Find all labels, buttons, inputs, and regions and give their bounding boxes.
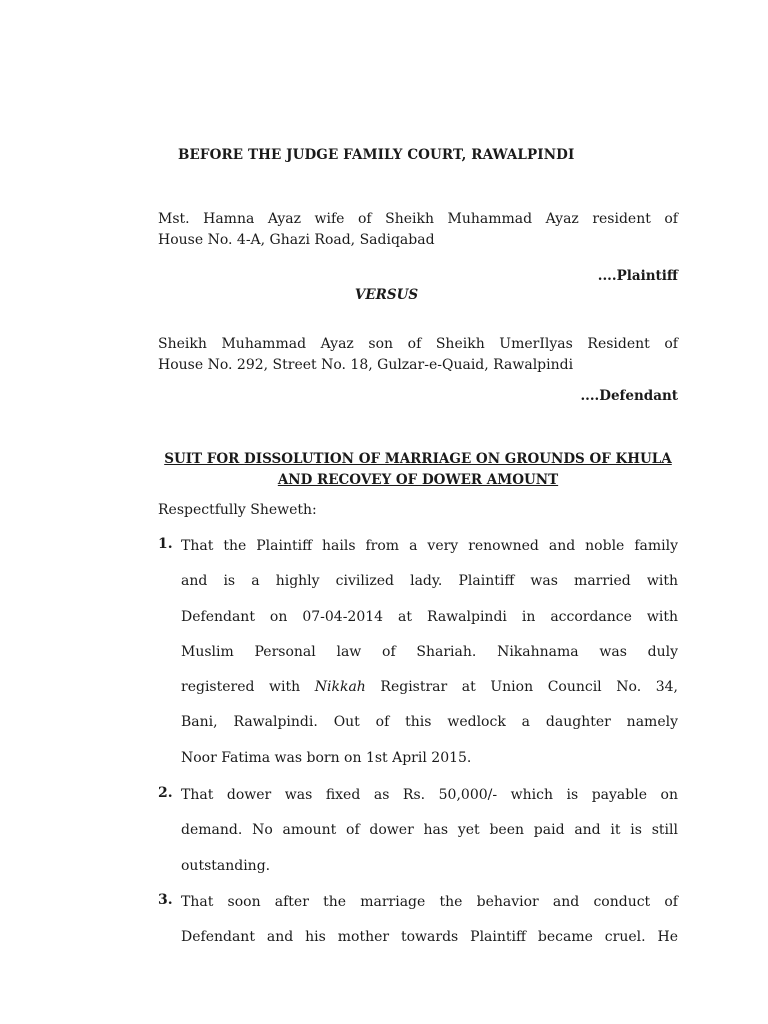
paragraph-number: 3. xyxy=(158,892,173,908)
paragraph-line: Muslim Personal law of Shariah. Nikahnama was duly xyxy=(181,643,678,660)
defendant-line-2: House No. 292, Street No. 18, Gulzar-e-Quaid, Rawalpindi xyxy=(158,357,574,373)
plaintiff-details xyxy=(158,209,678,251)
plaintiff-line-1: Mst. Hamna Ayaz wife of Sheikh Muhammad Ayaz resident of xyxy=(158,211,678,227)
court-title: BEFORE THE JUDGE FAMILY COURT, RAWALPINDI xyxy=(178,147,575,163)
defendant-role: ....Defendant xyxy=(580,388,678,404)
paragraph-line: Defendant and his mother towards Plaintiff became cruel. He xyxy=(181,929,678,946)
suit-title xyxy=(158,449,678,491)
nikkah-term: Nikkah xyxy=(314,679,366,696)
paragraph-body xyxy=(181,892,678,963)
paragraph-line: Defendant on 07-04-2014 at Rawalpindi in accordance with xyxy=(181,608,678,625)
paragraph-line: That soon after the marriage the behavior and conduct of xyxy=(181,894,678,910)
plaintiff-line-2: House No. 4-A, Ghazi Road, Sadiqabad xyxy=(158,232,435,248)
paragraph-line: Bani, Rawalpindi. Out of this wedlock a daughter namely xyxy=(181,714,678,731)
paragraph-body xyxy=(181,536,678,783)
paragraph-line: outstanding. xyxy=(181,857,271,874)
paragraph-body xyxy=(181,785,678,891)
defendant-details xyxy=(158,334,678,376)
suit-title-line-2: AND RECOVEY OF DOWER AMOUNT xyxy=(277,472,559,488)
salutation: Respectfully Sheweth: xyxy=(158,502,317,518)
paragraph-line: demand. No amount of dower has yet been paid and it is still xyxy=(181,822,678,839)
paragraph-line: Noor Fatima was born on 1st April 2015. xyxy=(181,749,472,766)
suit-title-line-1: SUIT FOR DISSOLUTION OF MARRIAGE ON GROUNDS OF KHULA xyxy=(164,451,672,467)
paragraph-number: 1. xyxy=(158,536,173,552)
paragraph-line: registered with Nikkah Registrar at Union Council No. 34, xyxy=(181,679,678,696)
paragraph-line: That the Plaintiff hails from a very renowned and noble family xyxy=(181,538,678,554)
paragraph-number: 2. xyxy=(158,785,173,801)
plaintiff-role: ....Plaintiff xyxy=(597,268,678,284)
defendant-line-1: Sheikh Muhammad Ayaz son of Sheikh UmerIlyas Resident of xyxy=(158,336,678,352)
paragraph-line: That dower was fixed as Rs. 50,000/- which is payable on xyxy=(181,787,678,803)
versus-heading: VERSUS xyxy=(354,287,419,303)
paragraph-line: and is a highly civilized lady. Plaintiff was married with xyxy=(181,573,678,590)
